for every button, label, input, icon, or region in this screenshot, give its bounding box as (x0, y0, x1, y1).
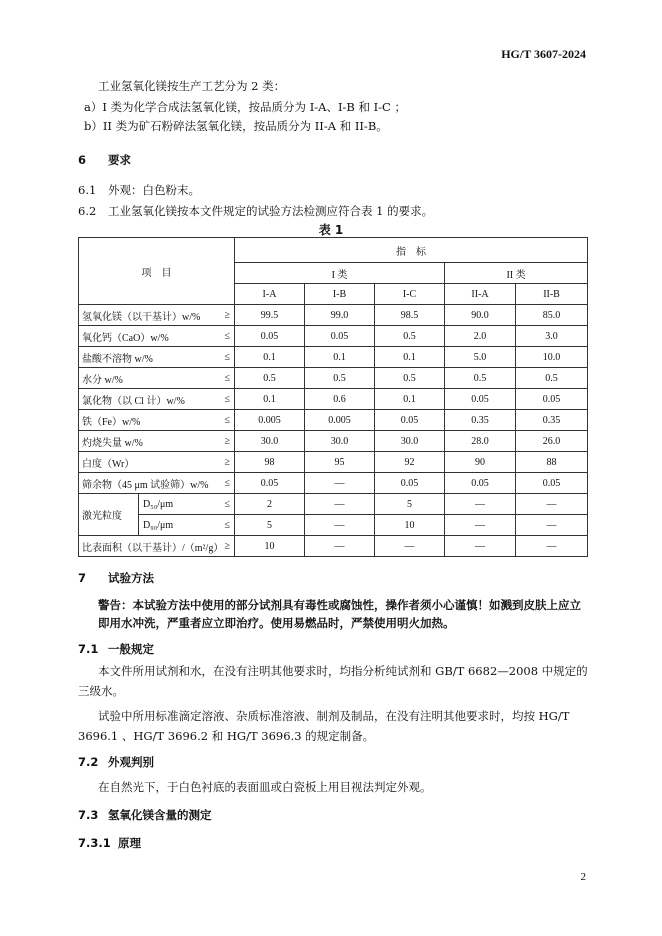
table-row (79, 515, 588, 536)
value-cell: 90.0 (445, 305, 516, 326)
section-number: 6 (78, 153, 87, 167)
comparison-operator: ≤ (224, 498, 230, 510)
value-cell: 0.5 (305, 368, 375, 389)
clause-7-1-heading (78, 641, 154, 657)
item-name-cell (79, 368, 235, 389)
item-name: 氯化物（以 Cl 计）w/% (82, 395, 185, 407)
clause-7-3-heading (78, 807, 212, 823)
clause-7-2-heading (78, 754, 154, 770)
grade-header: I-A (235, 284, 305, 305)
value-cell: 0.6 (305, 389, 375, 410)
comparison-operator: ≥ (224, 435, 230, 447)
value-cell: 0.5 (375, 368, 445, 389)
value-cell: 0.5 (375, 326, 445, 347)
table-header-row (79, 238, 588, 263)
section-title: 要求 (108, 153, 131, 167)
value-cell: 90 (445, 452, 516, 473)
value-cell: 0.05 (235, 473, 305, 494)
table-row (79, 431, 588, 452)
index-header: 指 标 (235, 238, 588, 263)
item-name: 水分 w/% (82, 374, 123, 386)
table-row (79, 368, 588, 389)
clause-title: 氢氧化镁含量的测定 (108, 808, 212, 822)
table-row (79, 347, 588, 368)
surface-area-label (79, 536, 235, 557)
value-cell: 10 (235, 536, 305, 557)
item-name-cell (79, 431, 235, 452)
section-6-heading (78, 152, 131, 168)
clause-7-2-para: 在自然光下，于白色衬底的表面皿或白瓷板上用目视法判定外观。 (98, 780, 432, 794)
item-name-cell (79, 452, 235, 473)
clause-7-1-para-2: 试验中所用标准滴定溶液、杂质标准溶液、制剂及制品，在没有注明其他要求时，均按 HG/T 3696.1 、HG/T 3696.2 和 HG/T 3696.3 的规定制备。 (78, 709, 570, 743)
table-row (79, 473, 588, 494)
intro-line: 工业氢氧化镁按生产工艺分为 2 类： (98, 79, 286, 93)
item-name-cell (79, 410, 235, 431)
value-cell: 0.05 (375, 410, 445, 431)
item-name: 氢氧化镁（以干基计）w/% (82, 311, 201, 323)
value-cell: 5 (235, 515, 305, 536)
value-cell: — (445, 536, 516, 557)
value-cell: 0.05 (445, 473, 516, 494)
value-cell: 0.1 (375, 347, 445, 368)
value-cell: 0.5 (516, 368, 588, 389)
value-cell: 0.35 (516, 410, 588, 431)
value-cell: 30.0 (235, 431, 305, 452)
value-cell: 28.0 (445, 431, 516, 452)
clause-title: 外观判别 (108, 755, 154, 769)
item-name-cell (79, 473, 235, 494)
value-cell: 0.005 (305, 410, 375, 431)
value-cell: 85.0 (516, 305, 588, 326)
table-row (79, 494, 588, 515)
value-cell: 0.05 (516, 473, 588, 494)
value-cell: 98 (235, 452, 305, 473)
d90-label (139, 515, 235, 536)
clause-number: 6.2 (78, 204, 97, 218)
laser-size-label: 激光粒度 (79, 494, 139, 536)
table-row (79, 326, 588, 347)
class-2-header: II 类 (445, 263, 588, 284)
value-cell: 5 (375, 494, 445, 515)
comparison-operator: ≥ (224, 456, 230, 468)
value-cell: — (305, 536, 375, 557)
comparison-operator: ≥ (224, 309, 230, 321)
clause-7-3-1-heading (78, 835, 141, 851)
value-cell: 0.05 (445, 389, 516, 410)
item-name: 铁（Fe）w/% (82, 416, 141, 428)
value-cell: 0.5 (445, 368, 516, 389)
grade-header: II-A (445, 284, 516, 305)
comparison-operator: ≤ (224, 351, 230, 363)
item-name-cell (79, 326, 235, 347)
intro-item-a: a）I 类为化学合成法氢氧化镁，按品质分为 I-A、I-B 和 I-C ； (84, 100, 407, 114)
value-cell: 26.0 (516, 431, 588, 452)
comparison-operator: ≤ (224, 519, 230, 531)
item-name-cell (79, 389, 235, 410)
grade-header: I-C (375, 284, 445, 305)
item-name: 比表面积（以干基计）/（m²/g） (82, 542, 224, 554)
sub-label-text: D₅₀/μm (143, 498, 174, 510)
value-cell: 0.05 (375, 473, 445, 494)
item-name-cell (79, 347, 235, 368)
page-number: 2 (580, 871, 586, 883)
clause-title: 一般规定 (108, 642, 154, 656)
value-cell: — (516, 494, 588, 515)
value-cell: — (375, 536, 445, 557)
value-cell: 99.0 (305, 305, 375, 326)
value-cell: — (305, 494, 375, 515)
clause-number: 7.1 (78, 642, 99, 656)
comparison-operator: ≤ (224, 372, 230, 384)
value-cell: 0.1 (305, 347, 375, 368)
value-cell: 2 (235, 494, 305, 515)
value-cell: 10 (375, 515, 445, 536)
value-cell: 0.1 (235, 389, 305, 410)
comparison-operator: ≤ (224, 414, 230, 426)
requirements-table (78, 237, 588, 557)
value-cell: 0.35 (445, 410, 516, 431)
clause-number: 7.3 (78, 808, 99, 822)
value-cell: 95 (305, 452, 375, 473)
clause-6-1 (78, 182, 200, 198)
comparison-operator: ≤ (224, 330, 230, 342)
section-title: 试验方法 (108, 571, 154, 585)
grade-header: I-B (305, 284, 375, 305)
item-name: 筛余物（45 μm 试验筛）w/% (82, 479, 209, 491)
value-cell: — (305, 473, 375, 494)
value-cell: 0.05 (305, 326, 375, 347)
value-cell: 10.0 (516, 347, 588, 368)
sub-label-text: D₉₀/μm (143, 519, 174, 531)
value-cell: 30.0 (375, 431, 445, 452)
clause-6-2 (78, 203, 433, 219)
item-name: 氧化钙（CaO）w/% (82, 332, 169, 344)
value-cell: — (305, 515, 375, 536)
class-1-header: I 类 (235, 263, 445, 284)
clause-title: 原理 (118, 836, 141, 850)
d50-label (139, 494, 235, 515)
standard-number: HG/T 3607-2024 (501, 47, 586, 61)
value-cell: — (516, 515, 588, 536)
table-row (79, 452, 588, 473)
safety-warning: 警告：本试验方法中使用的部分试剂具有毒性或腐蚀性，操作者须小心谨慎！如溅到皮肤上应立即用水冲洗，严重者应立即治疗。使用易燃品时，严禁使用明火加热。 (98, 598, 581, 630)
clause-text: 外观：白色粉末。 (108, 183, 200, 197)
clause-text: 工业氢氧化镁按本文件规定的试验方法检测应符合表 1 的要求。 (108, 204, 434, 218)
clause-number: 7.2 (78, 755, 99, 769)
comparison-operator: ≥ (224, 540, 230, 552)
table-row (79, 536, 588, 557)
item-name: 白度（Wr） (82, 458, 135, 470)
clause-7-1-para-1: 本文件所用试剂和水，在没有注明其他要求时，均指分析纯试剂和 GB/T 6682—2008 中规定的三级水。 (78, 664, 588, 698)
value-cell: 0.1 (235, 347, 305, 368)
item-name-cell (79, 305, 235, 326)
value-cell: — (445, 515, 516, 536)
comparison-operator: ≤ (224, 477, 230, 489)
intro-item-b: b）II 类为矿石粉碎法氢氧化镁，按品质分为 II-A 和 II-B。 (84, 119, 388, 133)
value-cell: 92 (375, 452, 445, 473)
section-7-heading (78, 570, 154, 586)
grade-header: II-B (516, 284, 588, 305)
section-number: 7 (78, 571, 87, 585)
comparison-operator: ≤ (224, 393, 230, 405)
table-row (79, 410, 588, 431)
table-row (79, 305, 588, 326)
table-caption: 表 1 (318, 223, 344, 237)
value-cell: 0.05 (235, 326, 305, 347)
item-name: 灼烧失量 w/% (82, 437, 143, 449)
item-name: 盐酸不溶物 w/% (82, 353, 153, 365)
value-cell: 99.5 (235, 305, 305, 326)
value-cell: 0.005 (235, 410, 305, 431)
value-cell: 0.1 (375, 389, 445, 410)
table-row (79, 389, 588, 410)
clause-number: 7.3.1 (78, 836, 111, 850)
value-cell: 88 (516, 452, 588, 473)
value-cell: 3.0 (516, 326, 588, 347)
value-cell: 2.0 (445, 326, 516, 347)
clause-number: 6.1 (78, 183, 97, 197)
value-cell: 0.5 (235, 368, 305, 389)
value-cell: 0.05 (516, 389, 588, 410)
value-cell: 30.0 (305, 431, 375, 452)
value-cell: 5.0 (445, 347, 516, 368)
value-cell: — (445, 494, 516, 515)
item-header: 项 目 (79, 238, 235, 305)
value-cell: 98.5 (375, 305, 445, 326)
value-cell: — (516, 536, 588, 557)
